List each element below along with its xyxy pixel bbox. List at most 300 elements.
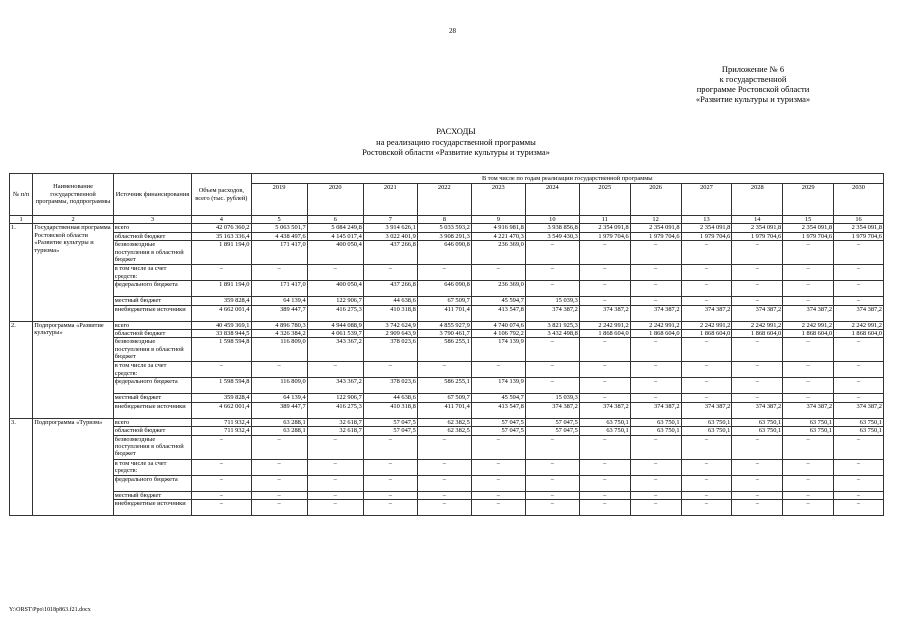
year-value: – — [783, 394, 834, 402]
header-year: 2027 — [681, 184, 732, 216]
year-value: 374 387,2 — [681, 402, 732, 418]
funding-source: местный бюджет — [113, 394, 191, 402]
column-index: 8 — [417, 216, 471, 224]
year-value: – — [732, 435, 783, 459]
funding-source: всего — [113, 224, 191, 232]
appendix-line: Приложение № 6 — [721, 64, 785, 74]
year-value: 62 382,5 — [417, 418, 471, 426]
header-year: 2028 — [732, 184, 783, 216]
year-value: 389 447,7 — [251, 402, 307, 418]
row-number: 3. — [10, 418, 33, 515]
year-value: – — [307, 491, 363, 499]
year-value: – — [525, 475, 579, 491]
header-year: 2023 — [471, 184, 525, 216]
appendix-line: «Развитие культуры и туризма» — [695, 94, 811, 104]
year-value: 4 145 017,4 — [307, 232, 363, 240]
year-value: 1 868 604,0 — [579, 330, 630, 338]
year-value: – — [783, 378, 834, 394]
table-row — [10, 475, 884, 491]
year-value: – — [363, 362, 417, 378]
total-value: 359 828,4 — [192, 297, 251, 305]
year-value: 63 750,1 — [834, 418, 884, 426]
year-value: 5 033 593,2 — [417, 224, 471, 232]
total-value: 4 662 001,4 — [192, 305, 251, 321]
year-value: 174 139,9 — [471, 338, 525, 362]
year-value: – — [783, 265, 834, 281]
year-value: – — [579, 265, 630, 281]
year-value: – — [630, 475, 681, 491]
table-row — [10, 378, 884, 394]
year-value: – — [681, 394, 732, 402]
year-value: – — [579, 362, 630, 378]
header-year: 2022 — [417, 184, 471, 216]
year-value: – — [630, 281, 681, 297]
year-value: – — [732, 378, 783, 394]
column-index-row — [10, 216, 884, 224]
year-value: 416 275,3 — [307, 402, 363, 418]
year-value: – — [579, 297, 630, 305]
column-index: 15 — [783, 216, 834, 224]
table-row — [10, 241, 884, 265]
funding-source: федерального бюджета — [113, 475, 191, 491]
year-value: 63 750,1 — [579, 427, 630, 435]
year-value: – — [834, 394, 884, 402]
year-value: – — [307, 435, 363, 459]
year-value: 2 242 991,2 — [783, 321, 834, 329]
year-value: 57 047,5 — [363, 418, 417, 426]
year-value: – — [732, 265, 783, 281]
funding-source: безвозмездные поступления в областной бюджет — [113, 435, 191, 459]
year-value: 63 750,1 — [630, 427, 681, 435]
year-value: 4 916 981,8 — [471, 224, 525, 232]
year-value: 57 047,5 — [363, 427, 417, 435]
total-value: 35 163 336,4 — [192, 232, 251, 240]
year-value: 2 354 091,8 — [630, 224, 681, 232]
year-value: – — [834, 362, 884, 378]
year-value: 374 387,2 — [630, 402, 681, 418]
year-value: 67 509,7 — [417, 394, 471, 402]
year-value: – — [251, 435, 307, 459]
year-value: 4 944 088,9 — [307, 321, 363, 329]
year-value: – — [630, 394, 681, 402]
total-value: 711 932,4 — [192, 418, 251, 426]
year-value: 343 367,2 — [307, 378, 363, 394]
year-value: – — [732, 281, 783, 297]
year-value: 2 242 991,2 — [834, 321, 884, 329]
year-value: – — [525, 378, 579, 394]
header-year: 2021 — [363, 184, 417, 216]
year-value: 44 638,6 — [363, 297, 417, 305]
year-value: 374 387,2 — [681, 305, 732, 321]
year-value: 374 387,2 — [834, 305, 884, 321]
year-value: 378 023,6 — [363, 338, 417, 362]
table-row — [10, 394, 884, 402]
year-value: 646 090,8 — [417, 281, 471, 297]
funding-source: внебюджетные источники — [113, 500, 191, 516]
program-name: Подпрограмма «Развитие культуры» — [33, 321, 114, 418]
year-value: – — [471, 500, 525, 516]
year-value: 374 387,2 — [525, 305, 579, 321]
title-line: на реализацию государственной программы — [376, 136, 536, 147]
funding-source: безвозмездные поступления в областной бюджет — [113, 241, 191, 265]
year-value: 389 447,7 — [251, 305, 307, 321]
year-value: – — [783, 475, 834, 491]
header-year: 2020 — [307, 184, 363, 216]
table-row — [10, 305, 884, 321]
total-value: 33 838 944,5 — [192, 330, 251, 338]
year-value: 413 547,8 — [471, 402, 525, 418]
column-index: 6 — [307, 216, 363, 224]
year-value: 437 266,8 — [363, 241, 417, 265]
year-value: 44 638,6 — [363, 394, 417, 402]
file-path-footer: Y:\ORST\Ppo\1018p863.f21.docx — [9, 607, 91, 613]
year-value: 116 809,0 — [251, 378, 307, 394]
year-value: – — [681, 241, 732, 265]
year-value: 2 242 991,2 — [579, 321, 630, 329]
year-value: – — [579, 394, 630, 402]
header-num: № п/п — [10, 174, 33, 216]
header-total: Объем расходов, всего (тыс. рублей) — [192, 174, 251, 216]
year-value: 45 594,7 — [471, 394, 525, 402]
total-value: – — [192, 435, 251, 459]
column-index: 2 — [33, 216, 114, 224]
year-value: 400 050,4 — [307, 281, 363, 297]
page-number: 28 — [449, 27, 456, 35]
table-row — [10, 491, 884, 499]
year-value: 3 790 461,7 — [417, 330, 471, 338]
year-value: – — [363, 500, 417, 516]
year-value: 1 868 604,0 — [732, 330, 783, 338]
year-value: 45 594,7 — [471, 297, 525, 305]
year-value: 63 750,1 — [681, 427, 732, 435]
year-value: 2 354 091,8 — [681, 224, 732, 232]
year-value: 343 367,2 — [307, 338, 363, 362]
header-year: 2029 — [783, 184, 834, 216]
year-value: 3 022 401,9 — [363, 232, 417, 240]
program-name: Подпрограмма «Туризм» — [33, 418, 114, 515]
total-value: – — [192, 491, 251, 499]
year-value: – — [579, 491, 630, 499]
year-value: 63 750,1 — [732, 418, 783, 426]
year-value: – — [307, 265, 363, 281]
funding-source: областной бюджет — [113, 232, 191, 240]
column-index: 5 — [251, 216, 307, 224]
year-value: 2 909 643,9 — [363, 330, 417, 338]
funding-source: в том числе за счет средств: — [113, 459, 191, 475]
year-value: – — [630, 265, 681, 281]
table-row — [10, 265, 884, 281]
year-value: – — [681, 338, 732, 362]
table-row — [10, 500, 884, 516]
year-value: 374 387,2 — [834, 402, 884, 418]
year-value: 586 255,1 — [417, 338, 471, 362]
table-row — [10, 281, 884, 297]
table-row — [10, 459, 884, 475]
year-value: 57 047,5 — [525, 418, 579, 426]
year-value: – — [525, 281, 579, 297]
year-value: 171 417,0 — [251, 241, 307, 265]
year-value: – — [834, 378, 884, 394]
header-year: 2025 — [579, 184, 630, 216]
year-value: 3 549 430,3 — [525, 232, 579, 240]
total-value: – — [192, 475, 251, 491]
year-value: 236 369,0 — [471, 281, 525, 297]
funding-source: в том числе за счет средств: — [113, 362, 191, 378]
total-value: 40 459 369,1 — [192, 321, 251, 329]
column-index: 4 — [192, 216, 251, 224]
year-value: 62 382,5 — [417, 427, 471, 435]
year-value: – — [417, 362, 471, 378]
year-value: 63 750,1 — [732, 427, 783, 435]
year-value: – — [630, 241, 681, 265]
year-value: – — [834, 500, 884, 516]
row-number: 1. — [10, 224, 33, 321]
year-value: – — [251, 362, 307, 378]
year-value: – — [525, 435, 579, 459]
table-row — [10, 224, 884, 232]
table-row — [10, 338, 884, 362]
year-value: – — [471, 435, 525, 459]
year-value: – — [417, 459, 471, 475]
total-value: 4 662 001,4 — [192, 402, 251, 418]
year-value: – — [732, 459, 783, 475]
year-value: 3 938 856,8 — [525, 224, 579, 232]
year-value: – — [732, 491, 783, 499]
year-value: 5 063 501,7 — [251, 224, 307, 232]
year-value: – — [783, 362, 834, 378]
year-value: 1 868 604,0 — [681, 330, 732, 338]
year-value: – — [579, 281, 630, 297]
year-value: – — [471, 362, 525, 378]
column-index: 11 — [579, 216, 630, 224]
year-value: – — [525, 459, 579, 475]
year-value: – — [579, 241, 630, 265]
year-value: – — [363, 459, 417, 475]
year-value: – — [579, 500, 630, 516]
funding-source: внебюджетные источники — [113, 402, 191, 418]
year-value: – — [471, 475, 525, 491]
year-value: 32 618,7 — [307, 427, 363, 435]
year-value: 63 750,1 — [579, 418, 630, 426]
year-value: 4 221 470,3 — [471, 232, 525, 240]
funding-source: местный бюджет — [113, 297, 191, 305]
total-value: 1 598 594,8 — [192, 378, 251, 394]
year-value: – — [732, 362, 783, 378]
year-value: 32 618,7 — [307, 418, 363, 426]
year-value: 4 438 497,6 — [251, 232, 307, 240]
year-value: – — [732, 500, 783, 516]
year-value: – — [630, 338, 681, 362]
year-value: 63 288,1 — [251, 427, 307, 435]
year-value: 1 979 704,6 — [783, 232, 834, 240]
year-value: 374 387,2 — [783, 402, 834, 418]
year-value: 586 255,1 — [417, 378, 471, 394]
year-value: 15 039,3 — [525, 297, 579, 305]
column-index: 3 — [113, 216, 191, 224]
year-value: – — [525, 265, 579, 281]
year-value: 1 868 604,0 — [783, 330, 834, 338]
column-index: 14 — [732, 216, 783, 224]
year-value: – — [630, 435, 681, 459]
title-line: Ростовской области «Развитие культуры и туризма» — [362, 147, 550, 157]
year-value: – — [471, 459, 525, 475]
funding-source: в том числе за счет средств: — [113, 265, 191, 281]
year-value: 378 023,6 — [363, 378, 417, 394]
year-value: – — [681, 297, 732, 305]
year-value: – — [630, 491, 681, 499]
year-value: – — [630, 459, 681, 475]
column-index: 13 — [681, 216, 732, 224]
funding-source: федерального бюджета — [113, 281, 191, 297]
total-value: 1 598 594,8 — [192, 338, 251, 362]
year-value: – — [681, 475, 732, 491]
year-value: – — [251, 265, 307, 281]
year-value: 437 266,8 — [363, 281, 417, 297]
year-value: – — [834, 491, 884, 499]
year-value: 374 387,2 — [732, 305, 783, 321]
year-value: 57 047,5 — [525, 427, 579, 435]
year-value: – — [363, 475, 417, 491]
column-index: 10 — [525, 216, 579, 224]
year-value: – — [307, 500, 363, 516]
year-value: 400 050,4 — [307, 241, 363, 265]
year-value: 2 354 091,8 — [834, 224, 884, 232]
year-value: 174 139,9 — [471, 378, 525, 394]
year-value: – — [834, 435, 884, 459]
year-value: – — [251, 500, 307, 516]
year-value: – — [834, 281, 884, 297]
year-value: – — [681, 281, 732, 297]
year-value: 413 547,8 — [471, 305, 525, 321]
row-number: 2. — [10, 321, 33, 418]
document-title — [256, 126, 656, 158]
year-value: 374 387,2 — [579, 402, 630, 418]
year-value: – — [834, 265, 884, 281]
year-value: – — [525, 491, 579, 499]
header-source: Источник финансирования — [113, 174, 191, 216]
year-value: 4 326 384,2 — [251, 330, 307, 338]
year-value: – — [525, 500, 579, 516]
year-value: 5 084 249,8 — [307, 224, 363, 232]
year-value: – — [681, 500, 732, 516]
year-value: 64 139,4 — [251, 394, 307, 402]
total-value: 1 891 194,0 — [192, 241, 251, 265]
year-value: – — [681, 362, 732, 378]
year-value: 374 387,2 — [579, 305, 630, 321]
table-row — [10, 402, 884, 418]
year-value: 57 047,5 — [471, 418, 525, 426]
year-value: – — [732, 297, 783, 305]
year-value: – — [471, 491, 525, 499]
title-heading: РАСХОДЫ — [436, 126, 476, 136]
header-year: 2019 — [251, 184, 307, 216]
year-value: 3 908 291,3 — [417, 232, 471, 240]
year-value: 411 701,4 — [417, 305, 471, 321]
year-value: – — [417, 435, 471, 459]
year-value: – — [783, 459, 834, 475]
year-value: – — [471, 265, 525, 281]
year-value: 374 387,2 — [630, 305, 681, 321]
year-value: 3 821 925,3 — [525, 321, 579, 329]
year-value: – — [307, 475, 363, 491]
year-value: – — [732, 394, 783, 402]
year-value: 410 318,8 — [363, 402, 417, 418]
year-value: 416 275,3 — [307, 305, 363, 321]
year-value: – — [417, 475, 471, 491]
column-index: 7 — [363, 216, 417, 224]
year-value: – — [732, 338, 783, 362]
year-value: 411 701,4 — [417, 402, 471, 418]
year-value: 646 090,8 — [417, 241, 471, 265]
year-value: 4 061 539,7 — [307, 330, 363, 338]
year-value: – — [783, 500, 834, 516]
program-name: Государственная программа Ростовской области «Развитие культуры и туризма» — [33, 224, 114, 321]
year-value: – — [783, 297, 834, 305]
year-value: – — [579, 475, 630, 491]
year-value: – — [681, 459, 732, 475]
year-value: 374 387,2 — [783, 305, 834, 321]
year-value: 4 855 927,9 — [417, 321, 471, 329]
year-value: 2 354 091,8 — [579, 224, 630, 232]
year-value: 2 242 991,2 — [732, 321, 783, 329]
year-value: 374 387,2 — [732, 402, 783, 418]
year-value: – — [307, 459, 363, 475]
year-value: 374 387,2 — [525, 402, 579, 418]
year-value: 236 369,0 — [471, 241, 525, 265]
year-value: – — [525, 362, 579, 378]
year-value: 64 139,4 — [251, 297, 307, 305]
year-value: 2 354 091,8 — [783, 224, 834, 232]
year-value: – — [783, 435, 834, 459]
total-value: 1 891 194,0 — [192, 281, 251, 297]
table-row — [10, 321, 884, 329]
header-year: 2024 — [525, 184, 579, 216]
total-value: – — [192, 500, 251, 516]
year-value: – — [834, 475, 884, 491]
year-value: – — [251, 475, 307, 491]
year-value: – — [681, 265, 732, 281]
year-value: – — [579, 459, 630, 475]
year-value: – — [732, 241, 783, 265]
year-value: – — [834, 338, 884, 362]
year-value: – — [630, 297, 681, 305]
funding-source: местный бюджет — [113, 491, 191, 499]
total-value: 42 076 360,2 — [192, 224, 251, 232]
funding-source: всего — [113, 418, 191, 426]
funding-source: всего — [113, 321, 191, 329]
year-value: – — [525, 241, 579, 265]
year-value: 116 809,0 — [251, 338, 307, 362]
year-value: 1 979 704,6 — [630, 232, 681, 240]
year-value: – — [783, 338, 834, 362]
year-value: 3 432 498,8 — [525, 330, 579, 338]
appendix-line: к государственной — [719, 74, 787, 84]
appendix-note — [653, 64, 853, 104]
year-value: 1 979 704,6 — [681, 232, 732, 240]
year-value: – — [417, 265, 471, 281]
funding-source: федерального бюджета — [113, 378, 191, 394]
year-value: – — [681, 378, 732, 394]
year-value: 67 509,7 — [417, 297, 471, 305]
funding-source: безвозмездные поступления в областной бюджет — [113, 338, 191, 362]
year-value: 1 868 604,0 — [630, 330, 681, 338]
year-value: – — [525, 338, 579, 362]
year-value: – — [732, 475, 783, 491]
year-value: – — [630, 362, 681, 378]
table-row — [10, 427, 884, 435]
year-value: – — [579, 378, 630, 394]
year-value: 63 750,1 — [681, 418, 732, 426]
